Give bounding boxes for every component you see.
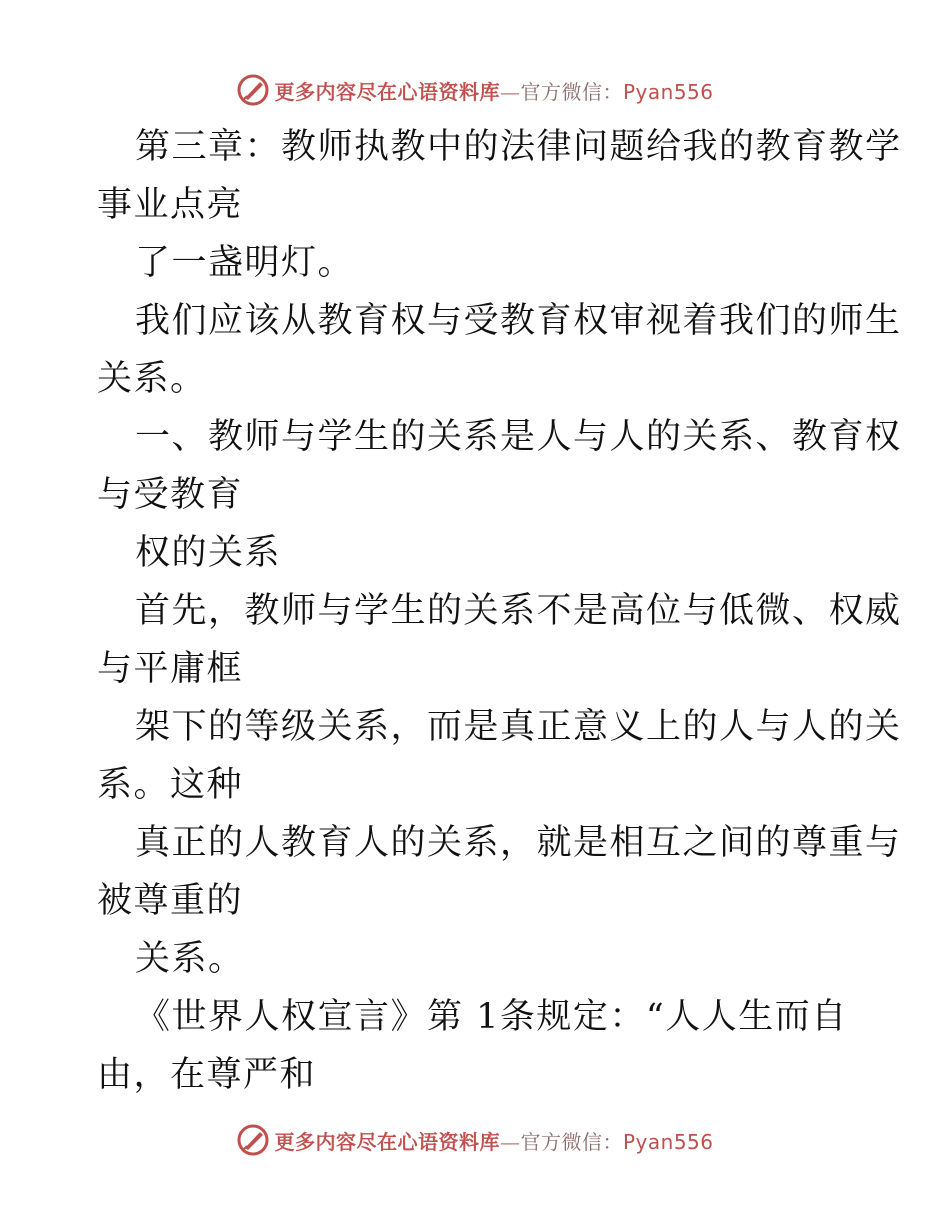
quill-pen-logo-icon — [236, 1123, 270, 1157]
text-line: 与受教育 — [97, 475, 244, 515]
banner-wechat-id: Pyan556 — [622, 79, 714, 104]
footer-brand-text: 更多内容尽在心语资料库 — [274, 1129, 500, 1154]
text-line: 系。这种 — [97, 765, 244, 805]
document-body — [97, 118, 902, 1104]
text-line: 被尊重的 — [97, 881, 244, 921]
text-line: 与平庸框 — [97, 649, 244, 689]
banner-dash: — — [499, 79, 521, 104]
footer-wechat-label: 官方微信： — [520, 1129, 623, 1154]
text-line: 权的关系 — [135, 533, 282, 573]
text-line: 架下的等级关系，而是真正意义上的人与人的关 — [135, 707, 902, 747]
footer-wechat-id: Pyan556 — [622, 1129, 714, 1154]
text-line: 关系。 — [135, 939, 245, 979]
text-line: 关系。 — [97, 359, 207, 399]
text-line: 我们应该从教育权与受教育权审视着我们的师生 — [135, 301, 902, 341]
text-line: 了一盏明灯。 — [135, 243, 355, 283]
banner-wechat-label: 官方微信： — [520, 79, 623, 104]
quill-pen-logo-icon — [236, 73, 270, 107]
footer-dash: — — [499, 1129, 521, 1154]
text-line: 一、教师与学生的关系是人与人的关系、教育权 — [135, 417, 902, 457]
text-line: 由，在尊严和 — [97, 1055, 317, 1095]
text-line: 《世界人权宣言》第 1条规定：“人人生而自 — [135, 997, 848, 1037]
text-line: 事业点亮 — [97, 185, 244, 225]
footer-banner — [0, 1120, 950, 1160]
text-line: 首先，教师与学生的关系不是高位与低微、权威 — [135, 591, 902, 631]
header-banner — [0, 70, 950, 110]
text-line: 真正的人教育人的关系，就是相互之间的尊重与 — [135, 823, 902, 863]
banner-brand-text: 更多内容尽在心语资料库 — [274, 79, 500, 104]
text-line: 第三章：教师执教中的法律问题给我的教育教学 — [135, 127, 902, 167]
